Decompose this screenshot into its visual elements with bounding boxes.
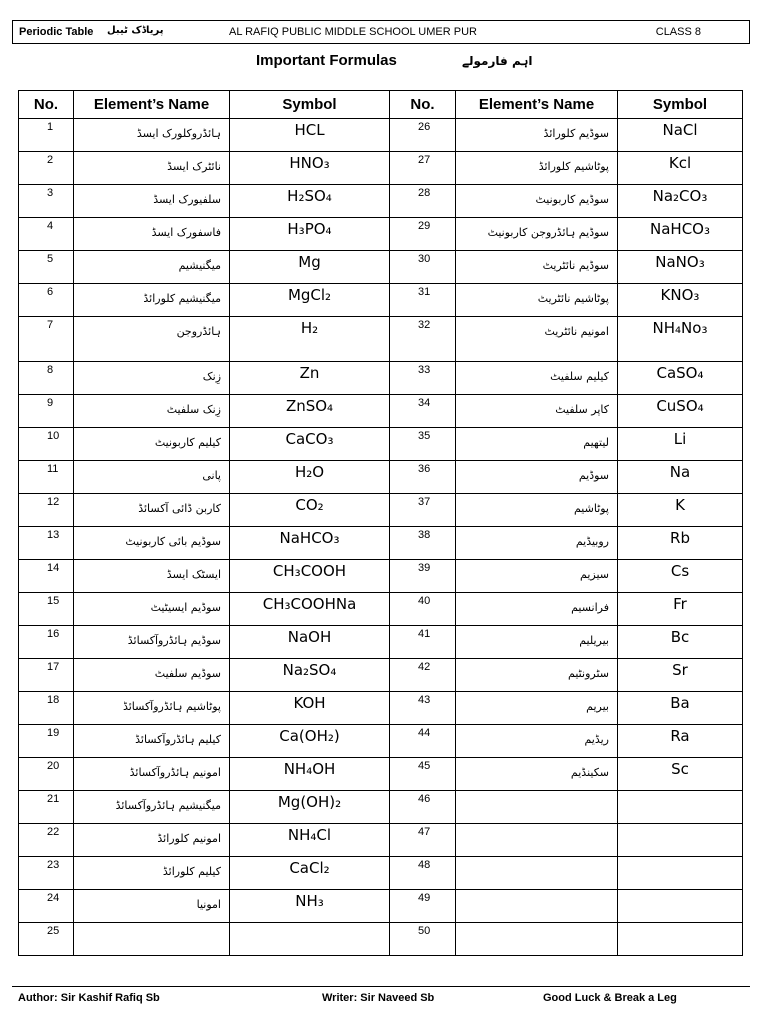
element-name: ہائڈروکلورک ایسڈ [74, 119, 230, 152]
page-title-urdu: اہم فارمولے [462, 54, 533, 68]
row-number: 41 [390, 626, 456, 659]
element-symbol: NaHCO₃ [230, 527, 390, 560]
element-symbol [618, 923, 743, 956]
element-symbol [618, 791, 743, 824]
table-row [19, 284, 743, 317]
row-number: 22 [19, 824, 74, 857]
element-name: پوٹاشیم کلورائڈ [456, 152, 618, 185]
element-name: پوٹاشیم نائٹریٹ [456, 284, 618, 317]
table-body [19, 119, 743, 956]
element-name: کیلیم ہائڈروآکسائڈ [74, 725, 230, 758]
element-name: فاسفورک ایسڈ [74, 218, 230, 251]
row-number: 12 [19, 494, 74, 527]
element-name: بیریم [456, 692, 618, 725]
element-symbol: K [618, 494, 743, 527]
row-number: 43 [390, 692, 456, 725]
row-number: 14 [19, 560, 74, 593]
row-number: 23 [19, 857, 74, 890]
element-symbol: MgCl₂ [230, 284, 390, 317]
element-symbol [618, 824, 743, 857]
element-symbol: Rb [618, 527, 743, 560]
table-row [19, 824, 743, 857]
element-symbol: Zn [230, 362, 390, 395]
row-number: 45 [390, 758, 456, 791]
element-name: سوڈیم ہائڈروآکسائڈ [74, 626, 230, 659]
element-symbol: Ca(OH₂) [230, 725, 390, 758]
element-name: پوٹاشیم ہائڈروآکسائڈ [74, 692, 230, 725]
element-name: سیزیم [456, 560, 618, 593]
row-number: 27 [390, 152, 456, 185]
element-symbol: Fr [618, 593, 743, 626]
row-number: 21 [19, 791, 74, 824]
row-number: 10 [19, 428, 74, 461]
row-number: 36 [390, 461, 456, 494]
element-name: میگنیشیم ہائڈروآکسائڈ [74, 791, 230, 824]
element-symbol: KOH [230, 692, 390, 725]
element-symbol: ZnSO₄ [230, 395, 390, 428]
element-symbol: Na₂SO₄ [230, 659, 390, 692]
table-row [19, 494, 743, 527]
element-symbol: Na [618, 461, 743, 494]
element-name: زِنک [74, 362, 230, 395]
row-number: 39 [390, 560, 456, 593]
row-number: 6 [19, 284, 74, 317]
element-symbol: Mg(OH)₂ [230, 791, 390, 824]
element-symbol: Sc [618, 758, 743, 791]
element-name: سوڈیم کاربونیٹ [456, 185, 618, 218]
element-symbol: HCL [230, 119, 390, 152]
element-symbol: Kcl [618, 152, 743, 185]
element-name [456, 857, 618, 890]
table-row [19, 626, 743, 659]
row-number: 44 [390, 725, 456, 758]
table-row [19, 857, 743, 890]
table-row [19, 317, 743, 362]
column-header-symbol: Symbol [618, 91, 743, 119]
element-name: سوڈیم [456, 461, 618, 494]
row-number: 5 [19, 251, 74, 284]
element-name: سوڈیم بائی کاربونیٹ [74, 527, 230, 560]
element-symbol: Ba [618, 692, 743, 725]
row-number: 37 [390, 494, 456, 527]
element-name: امونیم کلورائڈ [74, 824, 230, 857]
column-header-symbol: Symbol [230, 91, 390, 119]
element-name: میگنیشیم کلورائڈ [74, 284, 230, 317]
element-name: میگنیشیم [74, 251, 230, 284]
table-row [19, 923, 743, 956]
element-symbol: Sr [618, 659, 743, 692]
element-name: ریڈیم [456, 725, 618, 758]
element-name: کیلیم کاربونیٹ [74, 428, 230, 461]
element-symbol: HNO₃ [230, 152, 390, 185]
row-number: 4 [19, 218, 74, 251]
element-symbol: NaCl [618, 119, 743, 152]
row-number: 48 [390, 857, 456, 890]
element-name: کیلیم سلفیٹ [456, 362, 618, 395]
row-number: 11 [19, 461, 74, 494]
element-name [456, 890, 618, 923]
element-name [456, 824, 618, 857]
table-row [19, 251, 743, 284]
element-name: ایسٹک ایسڈ [74, 560, 230, 593]
row-number: 32 [390, 317, 456, 362]
table-row [19, 791, 743, 824]
element-name: سوڈیم سلفیٹ [74, 659, 230, 692]
element-name: سوڈیم ایسیٹیٹ [74, 593, 230, 626]
column-header-no: No. [19, 91, 74, 119]
element-symbol: NaOH [230, 626, 390, 659]
element-name: کیلیم کلورائڈ [74, 857, 230, 890]
row-number: 18 [19, 692, 74, 725]
footer-writer: Writer: Sir Naveed Sb [322, 992, 435, 1004]
row-number: 25 [19, 923, 74, 956]
element-symbol: KNO₃ [618, 284, 743, 317]
element-name: سوڈیم کلورائڈ [456, 119, 618, 152]
header-subject: Periodic Table [19, 26, 94, 38]
table-row [19, 725, 743, 758]
table-row [19, 659, 743, 692]
table-row [19, 890, 743, 923]
element-name: امونیا [74, 890, 230, 923]
element-symbol: H₂SO₄ [230, 185, 390, 218]
element-symbol: CO₂ [230, 494, 390, 527]
column-header-no: No. [390, 91, 456, 119]
element-symbol: H₃PO₄ [230, 218, 390, 251]
element-symbol: CH₃COOHNa [230, 593, 390, 626]
footer-author: Author: Sir Kashif Rafiq Sb [18, 992, 160, 1004]
element-symbol: CaCO₃ [230, 428, 390, 461]
element-symbol: NaHCO₃ [618, 218, 743, 251]
element-name [74, 923, 230, 956]
table-row [19, 461, 743, 494]
row-number: 17 [19, 659, 74, 692]
header-class: CLASS 8 [655, 26, 701, 38]
formula-table [18, 90, 743, 956]
table-row [19, 692, 743, 725]
row-number: 49 [390, 890, 456, 923]
row-number: 7 [19, 317, 74, 362]
column-header-name: Element’s Name [74, 91, 230, 119]
table-header-row [19, 91, 743, 119]
footer-wish: Good Luck & Break a Leg [543, 992, 677, 1004]
element-name: پانی [74, 461, 230, 494]
row-number: 47 [390, 824, 456, 857]
element-symbol: CuSO₄ [618, 395, 743, 428]
row-number: 20 [19, 758, 74, 791]
row-number: 2 [19, 152, 74, 185]
element-symbol [230, 923, 390, 956]
element-name: زِنک سلفیٹ [74, 395, 230, 428]
element-symbol: Ra [618, 725, 743, 758]
element-symbol: H₂O [230, 461, 390, 494]
row-number: 1 [19, 119, 74, 152]
element-symbol: Bc [618, 626, 743, 659]
row-number: 42 [390, 659, 456, 692]
table-row [19, 428, 743, 461]
row-number: 3 [19, 185, 74, 218]
element-symbol: Cs [618, 560, 743, 593]
element-name: بیریلیم [456, 626, 618, 659]
row-number: 16 [19, 626, 74, 659]
table-row [19, 758, 743, 791]
element-name: سوڈیم ہائڈروجن کاربونیٹ [456, 218, 618, 251]
element-name: کاپر سلفیٹ [456, 395, 618, 428]
table-row [19, 560, 743, 593]
element-symbol: Li [618, 428, 743, 461]
element-symbol: NH₄OH [230, 758, 390, 791]
element-name: روبیڈیم [456, 527, 618, 560]
header-bar [12, 20, 750, 44]
row-number: 46 [390, 791, 456, 824]
element-name: فرانسیم [456, 593, 618, 626]
element-symbol [618, 890, 743, 923]
element-symbol: NH₃ [230, 890, 390, 923]
row-number: 31 [390, 284, 456, 317]
row-number: 50 [390, 923, 456, 956]
element-symbol: CH₃COOH [230, 560, 390, 593]
row-number: 35 [390, 428, 456, 461]
row-number: 15 [19, 593, 74, 626]
element-name: پوٹاشیم [456, 494, 618, 527]
element-symbol: Mg [230, 251, 390, 284]
row-number: 24 [19, 890, 74, 923]
row-number: 38 [390, 527, 456, 560]
header-subject-urdu: پریاڈک ٹیبل [107, 25, 164, 36]
element-name: امونیم نائٹریٹ [456, 317, 618, 362]
row-number: 34 [390, 395, 456, 428]
element-name: سوڈیم نائٹریٹ [456, 251, 618, 284]
row-number: 28 [390, 185, 456, 218]
table-row [19, 362, 743, 395]
element-name [456, 791, 618, 824]
row-number: 19 [19, 725, 74, 758]
column-header-name: Element’s Name [456, 91, 618, 119]
row-number: 40 [390, 593, 456, 626]
page-title: Important Formulas [256, 52, 397, 69]
row-number: 26 [390, 119, 456, 152]
header-school-name: AL RAFIQ PUBLIC MIDDLE SCHOOL UMER PUR [229, 26, 477, 38]
element-name: سکینڈیم [456, 758, 618, 791]
element-name: سٹرونٹیم [456, 659, 618, 692]
element-name: لیتھیم [456, 428, 618, 461]
row-number: 30 [390, 251, 456, 284]
element-symbol: H₂ [230, 317, 390, 362]
element-name: نائٹرک ایسڈ [74, 152, 230, 185]
row-number: 33 [390, 362, 456, 395]
element-name [456, 923, 618, 956]
table-row [19, 218, 743, 251]
element-symbol [618, 857, 743, 890]
table-row [19, 119, 743, 152]
element-symbol: NaNO₃ [618, 251, 743, 284]
element-name: امونیم ہائڈروآکسائڈ [74, 758, 230, 791]
row-number: 8 [19, 362, 74, 395]
element-symbol: CaCl₂ [230, 857, 390, 890]
table-row [19, 395, 743, 428]
element-name: سلفیورک ایسڈ [74, 185, 230, 218]
table-row [19, 527, 743, 560]
row-number: 13 [19, 527, 74, 560]
element-symbol: CaSO₄ [618, 362, 743, 395]
row-number: 9 [19, 395, 74, 428]
element-symbol: Na₂CO₃ [618, 185, 743, 218]
element-name: کاربن ڈائی آکسائڈ [74, 494, 230, 527]
table-row [19, 152, 743, 185]
table-row [19, 593, 743, 626]
table-row [19, 185, 743, 218]
row-number: 29 [390, 218, 456, 251]
footer-divider [12, 986, 750, 987]
element-symbol: NH₄Cl [230, 824, 390, 857]
element-symbol: NH₄No₃ [618, 317, 743, 362]
element-name: ہائڈروجن [74, 317, 230, 362]
